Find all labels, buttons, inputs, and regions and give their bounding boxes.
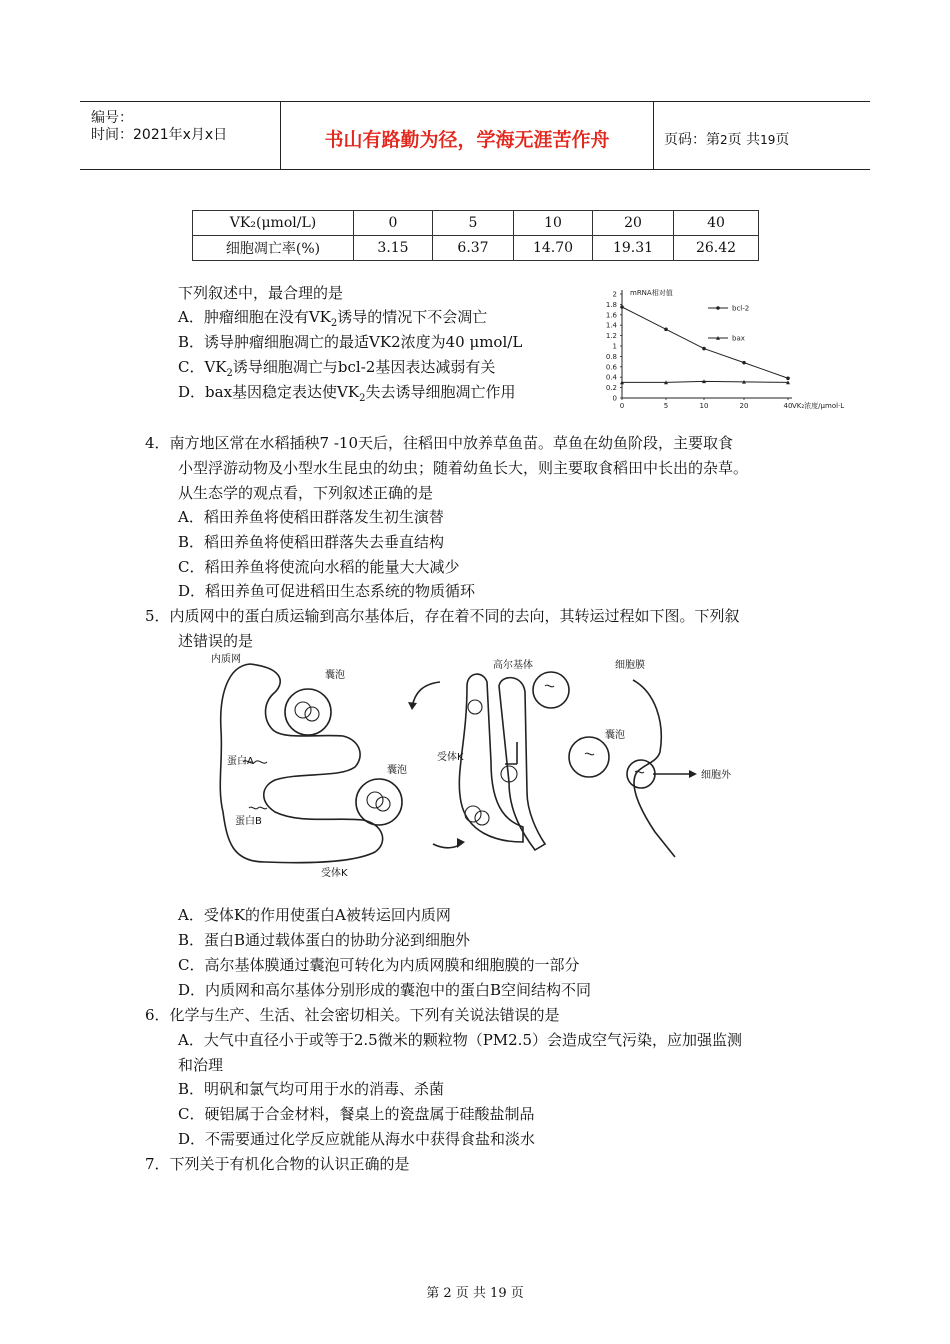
transport-diagram — [205, 652, 735, 882]
arrowhead-out — [689, 770, 697, 778]
page-footer: 第 2 页 共 19 页 — [426, 1286, 524, 1301]
q4-line-2: 小型浮游动物及小型水生昆虫的幼虫；随着幼鱼长大，则主要取食稻田中长出的杂草。 — [178, 459, 749, 477]
y-tick-label: 0.4 — [605, 373, 617, 382]
arrowhead-return — [408, 702, 417, 710]
y-tick-label: 1.2 — [605, 332, 617, 341]
q5-line-2: 述错误的是 — [178, 632, 254, 650]
legend-label-bcl-2: bcl-2 — [732, 304, 750, 313]
q5-option-b: B．蛋白B通过载体蛋白的协助分泌到细胞外 — [178, 931, 471, 949]
table-cell: 0 — [354, 211, 433, 236]
table-cell: 5 — [433, 211, 514, 236]
q5-option-d: D．内质网和高尔基体分别形成的囊泡中的蛋白B空间结构不同 — [178, 981, 592, 999]
receptor-k-label-golgi: 受体K — [437, 752, 464, 763]
q4-option-a: A．稻田养鱼将使稻田群落发生初生演替 — [178, 508, 444, 526]
table-header-cell: VK₂(μmol/L) — [193, 211, 354, 236]
y-tick-label: 0.8 — [605, 352, 617, 361]
table-row — [193, 211, 759, 236]
table-cell: 6.37 — [433, 236, 514, 261]
q3-stem: 下列叙述中，最合理的是 — [178, 284, 344, 302]
page-header — [80, 101, 870, 170]
receptor-k-label-bottom: 受体K — [321, 868, 348, 879]
protein-b-coil-icon — [585, 753, 594, 755]
motto: 书山有路勤为径，学海无涯苦作舟 — [324, 129, 610, 151]
chart-title: mRNA相对值 — [630, 289, 673, 297]
vesicle-bottom-label: 囊泡 — [387, 765, 407, 776]
legend-label-bax: bax — [732, 334, 745, 343]
q4-option-b: B．稻田养鱼将使稻田群落失去垂直结构 — [178, 533, 445, 551]
golgi-label: 高尔基体 — [493, 660, 533, 671]
x-tick-label: 5 — [663, 402, 669, 410]
q4-option-d: D．稻田养鱼可促进稻田生态系统的物质循环 — [178, 582, 476, 600]
table-cell: 19.31 — [593, 236, 674, 261]
x-tick-label: 10 — [699, 402, 709, 410]
q7-line-1: 7．下列关于有机化合物的认识正确的是 — [145, 1155, 410, 1173]
table-cell: 14.70 — [514, 236, 593, 261]
arrowhead-forward — [457, 838, 465, 848]
x-tick-label: 40 — [783, 402, 793, 410]
table-row — [193, 236, 759, 261]
x-tick-label: 0 — [619, 402, 625, 410]
arrow-forward — [433, 844, 461, 848]
vesicle-top — [285, 689, 331, 735]
data-point-bcl-2 — [742, 361, 746, 365]
q6-option-b: B．明矾和氯气均可用于水的消毒、杀菌 — [178, 1080, 445, 1098]
data-point-bcl-2 — [664, 328, 668, 332]
q3-option-c: C．$VK_2$诱导细胞凋亡与bcl-2基因表达减弱有关 — [178, 358, 496, 379]
vesicle-right — [569, 737, 609, 777]
y-tick-label: 1 — [612, 342, 617, 351]
table-cell: 26.42 — [674, 236, 759, 261]
y-tick-label: 0.2 — [605, 384, 617, 393]
header-motto-cell — [281, 102, 654, 169]
er-label: 内质网 — [211, 654, 241, 665]
golgi-vesicle — [533, 672, 569, 708]
secretory-vesicle — [627, 760, 655, 788]
protein-icon — [367, 792, 383, 808]
y-tick-label: 0.6 — [605, 363, 617, 372]
number-label: 编号： — [91, 110, 133, 126]
y-tick-label: 0 — [612, 394, 617, 403]
q3-option-b: B．诱导肿瘤细胞凋亡的最适VK2浓度为40 μmol/L — [178, 333, 523, 351]
vesicle-right-label: 囊泡 — [605, 730, 625, 741]
protein-icon — [475, 811, 489, 825]
q4-line-3: 从生态学的观点看，下列叙述正确的是 — [178, 484, 434, 502]
table-cell: 3.15 — [354, 236, 433, 261]
q4-option-c: C．稻田养鱼将使流向水稻的能量大大减少 — [178, 558, 460, 576]
protein-b-coil-icon — [249, 807, 267, 809]
legend-marker-bcl-2 — [716, 306, 720, 310]
q6-option-a-line-1: A．大气中直径小于或等于2.5微米的颗粒物（PM2.5）会造成空气污染，应加强监测 — [178, 1031, 742, 1049]
q6-option-a-line-2: 和治理 — [178, 1056, 224, 1074]
time-label: 时间：2021年x月x日 — [91, 127, 228, 143]
vk-table — [192, 210, 759, 261]
protein-b-coil-icon — [545, 685, 554, 687]
vesicle-bottom — [356, 779, 402, 825]
q6-option-c: C．硬铝属于合金材料，餐桌上的瓷盘属于硅酸盐制品 — [178, 1105, 535, 1123]
header-info-cell — [80, 102, 281, 169]
q3-option-d: D．bax基因稳定表达使$VK_2$失去诱导细胞凋亡作用 — [178, 383, 516, 404]
protein-b-label: 蛋白B — [235, 816, 262, 827]
page-indicator: 页码：第2页 共19页 — [664, 132, 790, 148]
q4-line-1: 4．南方地区常在水稻插秧7 -10天后，往稻田中放养草鱼苗。草鱼在幼鱼阶段，主要取食 — [145, 434, 734, 452]
y-tick-label: 1.4 — [605, 321, 617, 330]
table-cell: 10 — [514, 211, 593, 236]
membrane-label: 细胞膜 — [615, 660, 645, 671]
protein-icon — [295, 702, 311, 718]
header-page-cell — [654, 102, 870, 169]
q6-line-1: 6．化学与生产、生活、社会密切相关。下列有关说法错误的是 — [145, 1006, 560, 1024]
y-tick-label: 1.6 — [605, 311, 617, 320]
q5-option-a: A．受体K的作用使蛋白A被转运回内质网 — [178, 906, 451, 924]
q3-option-a: A．肿瘤细胞在没有$VK_2$诱导的情况下不会凋亡 — [178, 308, 488, 329]
series-line-bcl-2 — [622, 304, 788, 378]
x-axis-label: VK₂浓度/μmol·L — [792, 402, 845, 410]
protein-icon — [468, 700, 482, 714]
data-point-bcl-2 — [620, 305, 624, 309]
protein-icon — [305, 707, 319, 721]
protein-icon — [465, 806, 481, 822]
vesicle-top-label: 囊泡 — [325, 670, 345, 681]
table-cell: 20 — [593, 211, 674, 236]
data-point-bcl-2 — [786, 376, 790, 380]
golgi-body — [459, 674, 523, 842]
outside-label: 细胞外 — [701, 770, 731, 781]
mrna-chart — [596, 284, 886, 418]
q5-option-c: C．高尔基体膜通过囊泡可转化为内质网膜和细胞膜的一部分 — [178, 956, 580, 974]
q5-line-1: 5．内质网中的蛋白质运输到高尔基体后，存在着不同的去向，其转运过程如下图。下列叙 — [145, 607, 740, 625]
data-point-bcl-2 — [702, 347, 706, 351]
y-tick-label: 1.8 — [605, 300, 617, 309]
q6-option-d: D．不需要通过化学反应就能从海水中获得食盐和淡水 — [178, 1130, 536, 1148]
y-tick-label: 2 — [612, 290, 617, 299]
x-tick-label: 20 — [739, 402, 749, 410]
table-cell: 40 — [674, 211, 759, 236]
protein-a-label: 蛋白A — [227, 756, 254, 767]
table-header-cell: 细胞凋亡率(%) — [193, 236, 354, 261]
